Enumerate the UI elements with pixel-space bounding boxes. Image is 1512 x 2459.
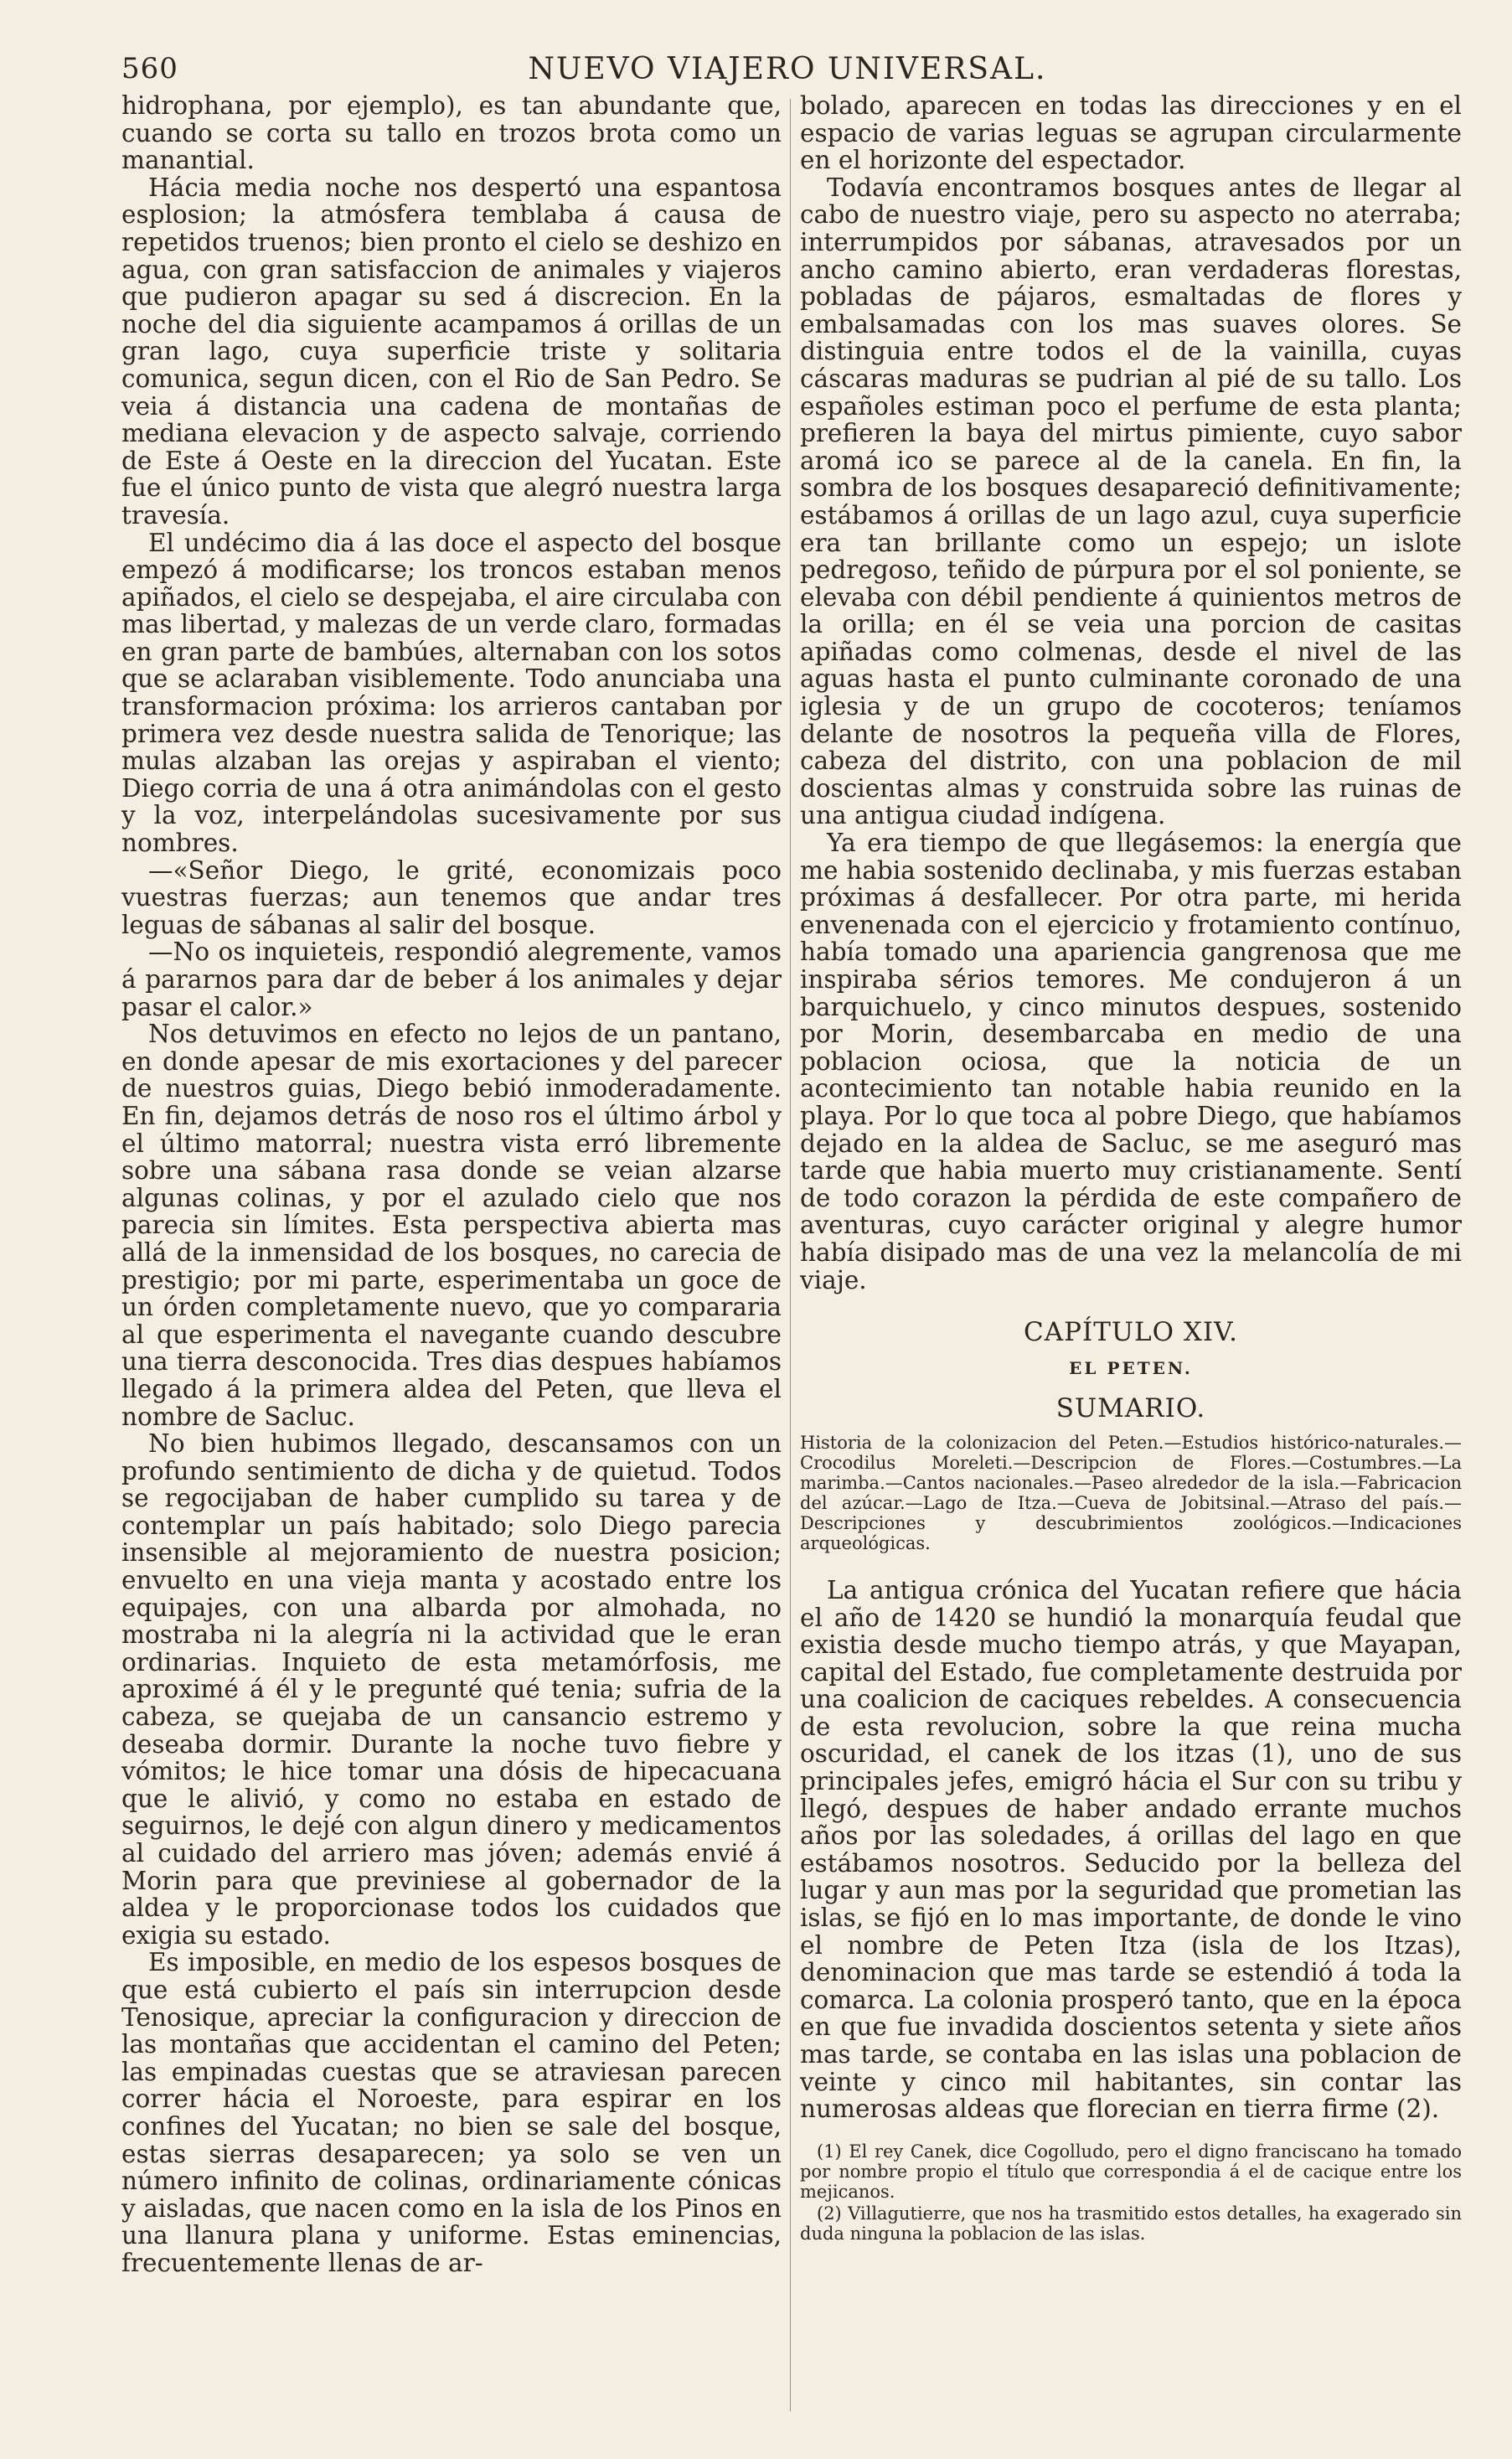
paragraph: hidrophana, por ejemplo), es tan abundante que, cuando se corta su tallo en trozos brota como un manantial. [121, 91, 782, 175]
paragraph: Es imposible, en medio de los espesos bosques de que está cubierto el país sin interrupcion desde Tenosique, apreciar la configuracion y direccion de las montañas que accidentan el camino del Peten; las empinadas cuestas que se atraviesan parecen correr hácia el Noroeste, para espirar en los confines del Yucatan; no bien se sale del bosque, estas sierras desaparecen; ya solo se ven un número infinito de colinas, ordinariamente cónicas y aisladas, que nacen como en la isla de los Pinos en una llanura plana y uniforme. Estas eminencias, frecuentemente llenas de ar- [121, 1948, 782, 2277]
right-column [800, 92, 1462, 2245]
running-title: NUEVO VIAJERO UNIVERSAL. [528, 52, 1047, 86]
sumario-text: Historia de la colonizacion del Peten.—Estudios histórico-naturales.—Crocodilus Moreleti.—Descripcion de Flores.—Costumbres.—La marimba.—Cantos nacionales.—Paseo alrededor de la isla.—Fabricacion del azúcar.—Lago de Itza.—Cueva de Jobitsinal.—Atraso del país.—Descripciones y descubrimientos zoológicos.—Indicaciones arqueológicas. [800, 1432, 1462, 1553]
paragraph: La antigua crónica del Yucatan refiere que hácia el año de 1420 se hundió la monarquía feudal que existia desde mucho tiempo atrás, y que Mayapan, capital del Estado, fue completamente destruida por una coalicion de caciques rebeldes. A consecuencia de esta revolucion, sobre la que reina mucha oscuridad, el canek de los itzas (1), uno de sus principales jefes, emigró hácia el Sur con su tribu y llegó, despues de haber andado errante muchos años por las soledades, á orillas del lago en que estábamos nosotros. Seducido por la belleza del lugar y aun mas por la seguridad que prometian las islas, se fijó en lo mas importante, de donde le vino el nombre de Peten Itza (isla de los Itzas), denominacion que mas tarde se estendió á toda la comarca. La colonia prosperó tanto, que en la época en que fue invadida doscientos setenta y siete años mas tarde, se contaba en las islas una poblacion de veinte y cinco mil habitantes, sin contar las numerosas aldeas que florecian en tierra firme (2). [800, 1575, 1462, 2124]
page-header [121, 52, 1453, 90]
paragraph: El undécimo dia á las doce el aspecto del bosque empezó á modificarse; los troncos estaban menos apiñados, el cielo se despejaba, el aire circulaba con mas libertad, y malezas de un verde claro, formadas en gran parte de bambúes, alternaban con los sotos que se aclaraban visiblemente. Todo anunciaba una transformacion próxima: los arrieros cantaban por primera vez desde nuestra salida de Tenorique; las mulas alzaban las orejas y aspiraban el viento; Diego corria de una á otra animándolas con el gesto y la voz, interpelándolas sucesivamente por sus nombres. [121, 528, 782, 858]
dialogue-paragraph: —No os inquieteis, respondió alegremente, vamos á pararnos para dar de beber á los animales y dejar pasar el calor.» [121, 938, 782, 1021]
footnotes [800, 2141, 1462, 2244]
paragraph: No bien hubimos llegado, descansamos con un profundo sentimiento de dicha y de quietud. Todos se regocijaban de haber cumplido su tarea y de contemplar un país habitado; solo Diego parecia insensible al mejoramiento de nuestra posicion; envuelto en una vieja manta y acostado entre los equipajes, con una albarda por almohada, no mostraba ni la alegría ni la actividad que le eran ordinarias. Inquieto de esta metamórfosis, me aproximé á él y le pregunté qué tenia; sufria de la cabeza, se quejaba de un cansancio estremo y deseaba dormir. Durante la noche tuvo fiebre y vómitos; le hice tomar una dósis de hipecacuana que le alivió, y como no estaba en estado de seguirnos, le dejé con algun dinero y medicamentos al cuidado del arriero mas jóven; además envié á Morin para que previniese al gobernador de la aldea y le proporcionase todos los cuidados que exigia su estado. [121, 1429, 782, 1950]
paragraph: Hácia media noche nos despertó una espantosa esplosion; la atmósfera temblaba á causa de repetidos truenos; bien pronto el cielo se deshizo en agua, con gran satisfaccion de animales y viajeros que pudieron apagar su sed á discrecion. En la noche del dia siguiente acampamos á orillas de un gran lago, cuya superficie triste y solitaria comunica, segun dicen, con el Rio de San Pedro. Se veia á distancia una cadena de montañas de mediana elevacion y de aspecto salvaje, corriendo de Este á Oeste en la direccion del Yucatan. Este fue el único punto de vista que alegró nuestra larga travesía. [121, 173, 782, 530]
dialogue-paragraph: —«Señor Diego, le grité, economizais poco vuestras fuerzas; aun tenemos que andar tres leguas de sábanas al salir del bosque. [121, 855, 782, 939]
chapter-subtitle: EL PETEN. [1069, 1357, 1193, 1378]
paragraph: Todavía encontramos bosques antes de llegar al cabo de nuestro viaje, pero su aspecto no aterraba; interrumpidos por sábanas, atravesados por un ancho camino abierto, eran verdaderas florestas, pobladas de pájaros, esmaltadas de flores y embalsamadas con los mas suaves olores. Se distinguia entre todos el de la vainilla, cuyas cáscaras maduras se pudrian al pié de su tallo. Los españoles estiman poco el perfume de esta planta; prefieren la baya del mirtus pimiente, cuyo sabor aromá ico se parece al de la canela. En fin, la sombra de los bosques desapareció definitivamente; estábamos á orillas de un lago azul, cuya superficie era tan brillante como un espejo; un islote pedregoso, teñido de púrpura por el sol poniente, se elevaba con débil pendiente á quinientos metros de la orilla; en él se veia una porcion de casitas apiñadas como colmenas, desde el nivel de las aguas hasta el punto culminante coronado de una iglesia y de un grupo de cocoteros; teníamos delante de nosotros la pequeña villa de Flores, cabeza del distrito, con una poblacion de mil doscientas almas y construida sobre las ruinas de una antigua ciudad indígena. [800, 173, 1462, 830]
chapter-title: CAPÍTULO XIV. [1023, 1317, 1238, 1348]
paragraph: bolado, aparecen en todas las direcciones y en el espacio de varias leguas se agrupan circularmente en el horizonte del espectador. [800, 91, 1462, 175]
sumario-title: SUMARIO. [1055, 1393, 1206, 1424]
paragraph: Nos detuvimos en efecto no lejos de un pantano, en donde apesar de mis exortaciones y del parecer de nuestros guias, Diego bebió inmoderadamente. En fin, dejamos detrás de noso ros el último árbol y el último matorral; nuestra vista erró libremente sobre una sábana rasa donde se veian alzarse algunas colinas, y por el azulado cielo que nos parecia sin límites. Esta perspectiva abierta mas allá de la inmensidad de los bosques, no carecia de prestigio; por mi parte, esperimentaba un goce de un órden completamente nuevo, que yo compararia al que esperimenta el navegante cuando descubre una tierra desconocida. Tres dias despues habíamos llegado á la primera aldea del Peten, que lleva el nombre de Sacluc. [121, 1020, 782, 1431]
paragraph: Ya era tiempo de que llegásemos: la energía que me habia sostenido declinaba, y mis fuerzas estaban próximas á desfallecer. Por otra parte, mi herida envenenada con el ejercicio y frotamiento contínuo, había tomado una apariencia gangrenosa que me inspiraba sérios temores. Me condujeron á un barquichuelo, y cinco minutos despues, sostenido por Morin, desembarcaba en medio de una poblacion ociosa, que la noticia de un acontecimiento tan notable habia reunido en la playa. Por lo que toca al pobre Diego, que habíamos dejado en la aldea de Sacluc, se me aseguró mas tarde que habia muerto muy cristianamente. Sentí de todo corazon la pérdida de este compañero de aventuras, cuyo carácter original y alegre humor había disipado mas de una vez la melancolía de mi viaje. [800, 829, 1462, 1294]
footnote: (2) Villagutierre, que nos ha trasmitido estos detalles, ha exagerado sin duda ninguna la poblacion de las islas. [800, 2203, 1462, 2244]
footnote: (1) El rey Canek, dice Cogolludo, pero el digno franciscano ha tomado por nombre propio el título que correspondia á el de cacique entre los mejicanos. [800, 2141, 1462, 2202]
page-number: 560 [121, 52, 178, 85]
left-column [121, 92, 782, 2277]
column-divider [790, 99, 791, 2411]
